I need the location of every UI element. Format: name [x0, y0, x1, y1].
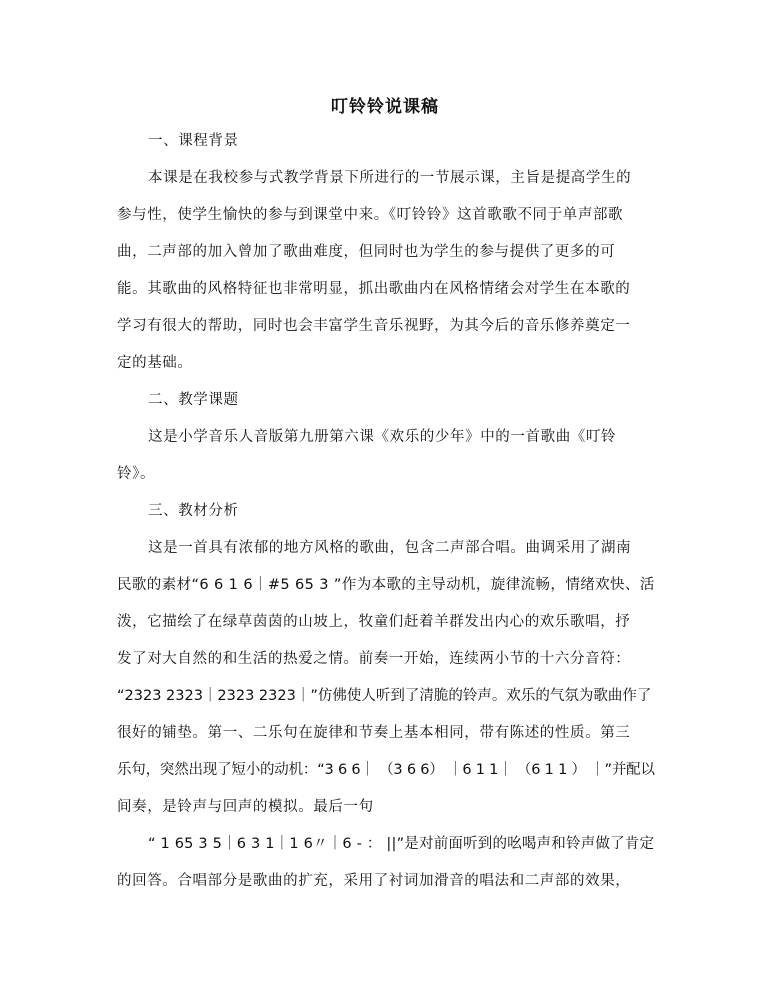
paragraph-line: 很好的铺垫。第一、二乐句在旋律和节奏上基本相同，带有陈述的性质。第三	[117, 725, 631, 741]
paragraph-line: 泼，它描绘了在绿草茵茵的山坡上，牧童们赶着羊群发出内心的欢乐歌唱，抒	[117, 614, 631, 630]
paragraph-line: 能。其歌曲的风格特征也非常明显，抓出歌曲内在风格情绪会对学生在本歌的	[117, 281, 631, 297]
paragraph-line: 定的基础。	[117, 355, 193, 371]
paragraph-line: 发了对大自然的和生活的热爱之情。前奏一开始，连续两小节的十六分音符：	[117, 651, 631, 667]
paragraph-line: “2323 2323｜2323 2323｜”仿佛使人听到了清脆的铃声。欢乐的气氛为歌曲作了	[117, 688, 652, 704]
paragraph-line: 民歌的素材“6 6 1 6｜#5 65 3 ”作为本歌的主导动机，旋律流畅，情绪欢快、活	[117, 577, 655, 593]
section-heading-analysis: 三、教材分析	[148, 503, 239, 519]
paragraph-line: 曲，二声部的加入曾加了歌曲难度，但同时也为学生的参与提供了更多的可	[117, 244, 616, 260]
paragraph-line: 参与性，使学生愉快的参与到课堂中来。《叮铃铃》这首歌歌不同于单声部歌	[117, 207, 624, 223]
document-title: 叮铃铃说课稿	[331, 97, 439, 117]
paragraph-line: “ 1 65 3 5｜6 3 1｜1 6〃｜6 - ： ||”是对前面听到的吆喝声和铃声做了肯定	[148, 836, 655, 852]
paragraph-line: 间奏，是铃声与回声的模拟。最后一句	[117, 799, 374, 815]
paragraph-line: 这是一首具有浓郁的地方风格的歌曲，包含二声部合唱。曲调采用了湖南	[148, 540, 632, 556]
paragraph-line: 学习有很大的帮助，同时也会丰富学生音乐视野，为其今后的音乐修养奠定一	[117, 318, 631, 334]
paragraph-line: 铃》。	[117, 466, 156, 482]
section-heading-topic: 二、教学课题	[148, 392, 239, 408]
section-heading-background: 一、课程背景	[148, 133, 239, 149]
paragraph-line: 的回答。合唱部分是歌曲的扩充，采用了衬词加滑音的唱法和二声部的效果，	[117, 873, 631, 889]
paragraph-line: 乐句，突然出现了短小的动机：“3 6 6｜ （3 6 6） ｜6 1 1｜ （6 1 1 ） ｜”并配以	[117, 762, 655, 778]
paragraph-line: 本课是在我校参与式教学背景下所进行的一节展示课，主旨是提高学生的	[148, 170, 632, 186]
paragraph-line: 这是小学音乐人音版第九册第六课《欢乐的少年》中的一首歌曲《叮铃	[148, 429, 617, 445]
